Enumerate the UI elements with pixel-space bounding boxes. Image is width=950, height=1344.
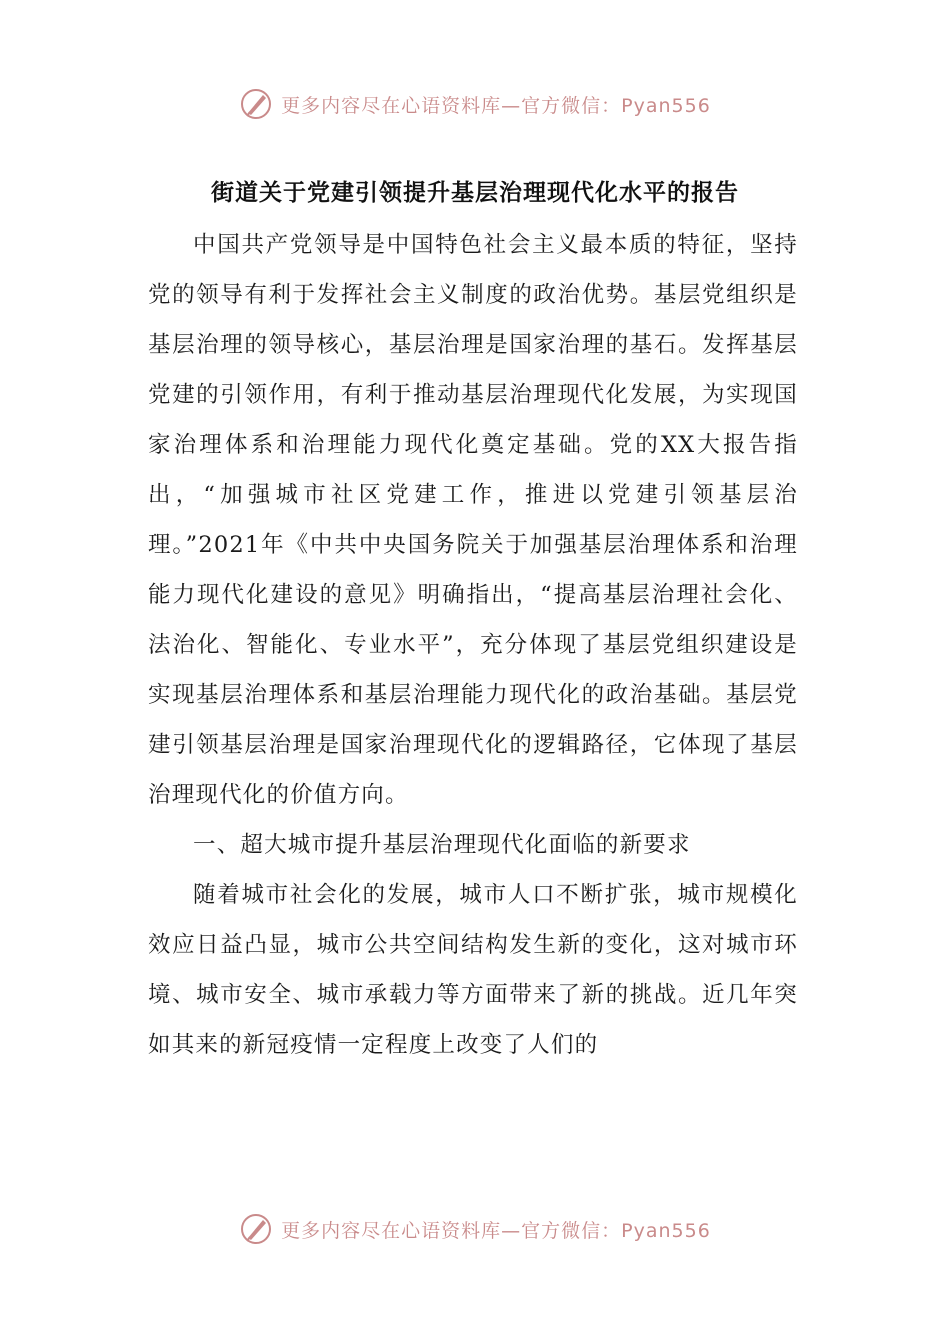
quill-pen-logo-icon (239, 1212, 273, 1246)
section-heading-1: 一、超大城市提升基层治理现代化面临的新要求 (193, 832, 691, 858)
footer-watermark (0, 1209, 950, 1249)
watermark-text: 更多内容尽在心语资料库—官方微信：Pyan556 (281, 94, 711, 117)
header-watermark (0, 84, 950, 124)
document-body (148, 220, 798, 1070)
paragraph-intro: 中国共产党领导是中国特色社会主义最本质的特征，坚持党的领导有利于发挥社会主义制度的政治优势。基层党组织是基层治理的领导核心，基层治理是国家治理的基石。发挥基层党建的引领作用，有利于推动基层治理现代化发展，为实现国家治理体系和治理能力现代化奠定基础。党的XX大报告指出，“加强城市社区党建工作，推进以党建引领基层治理。”2021年《中共中央国务院关于加强基层治理体系和治理能力现代化建设的意见》明确指出，“提高基层治理社会化、法治化、智能化、专业水平”，充分体现了基层党组织建设是实现基层治理体系和基层治理能力现代化的政治基础。基层党建引领基层治理是国家治理现代化的逻辑路径，它体现了基层治理现代化的价值方向。 (148, 232, 798, 808)
quill-pen-logo-icon (239, 87, 273, 121)
document-title: 街道关于党建引领提升基层治理现代化水平的报告 (211, 180, 739, 206)
watermark-text: 更多内容尽在心语资料库—官方微信：Pyan556 (281, 1219, 711, 1242)
paragraph-section-1: 随着城市社会化的发展，城市人口不断扩张，城市规模化效应日益凸显，城市公共空间结构发生新的变化，这对城市环境、城市安全、城市承载力等方面带来了新的挑战。近几年突如其来的新冠疫情一定程度上改变了人们的 (148, 882, 798, 1058)
